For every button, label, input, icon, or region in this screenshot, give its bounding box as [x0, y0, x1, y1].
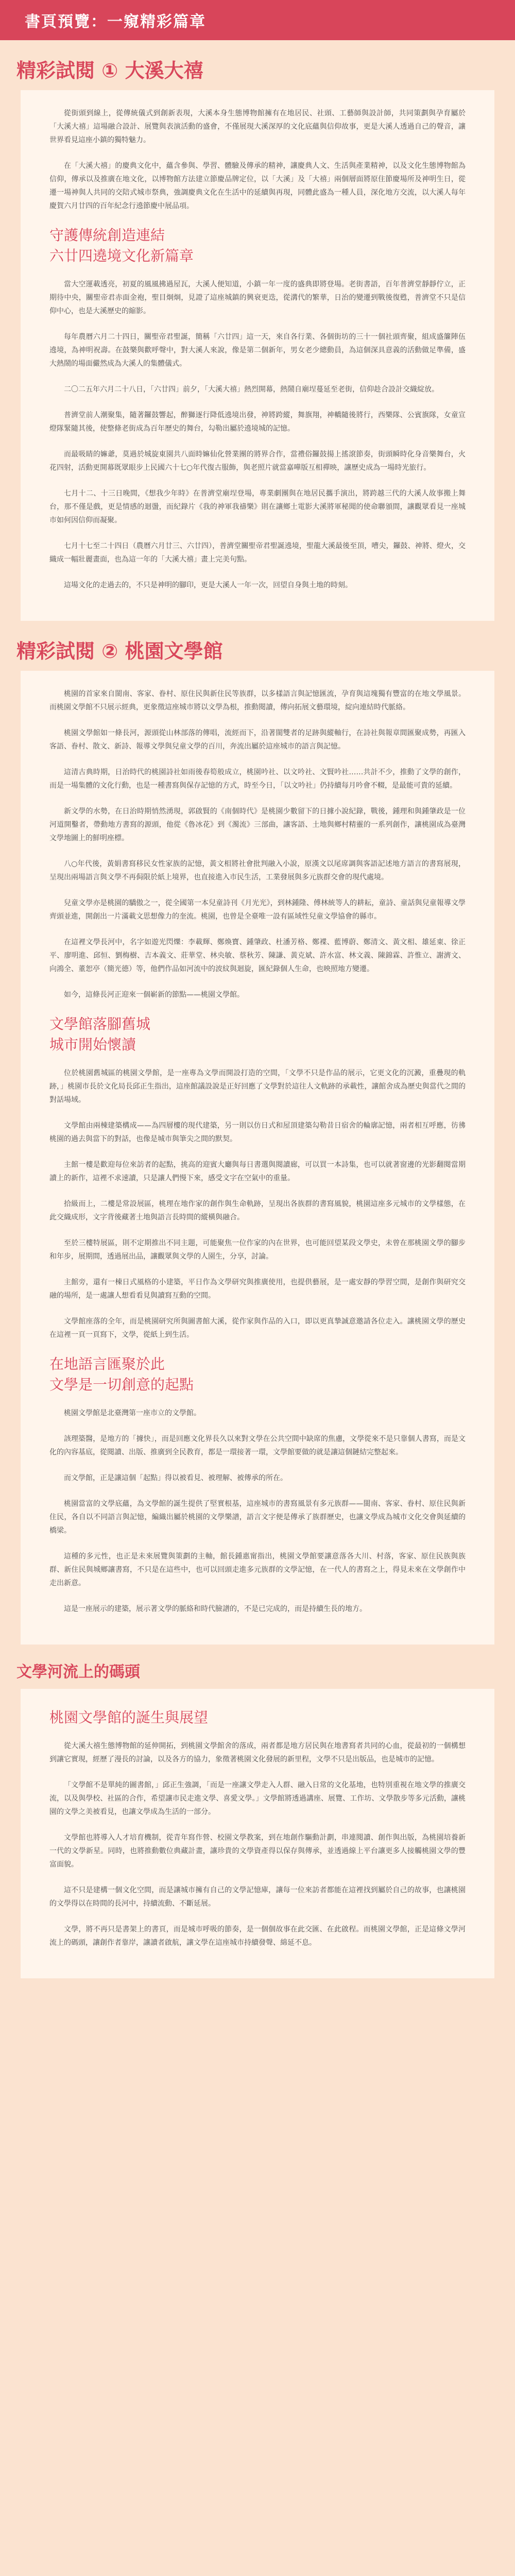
article-paragraph: 主館一樓是歡迎每位來訪者的起點，挑高的迎賓大廳與每日書選與閱讀廊，可以買一本詩集，也可以就著窗邊的光影翻閱當期讀上的新作，這裡不求速讀，只是讓人們慢下來，感受文字在空氣中的重量。 [49, 1161, 466, 1182]
article-paragraph: 文學館由兩棟建築構成——為四層樓的現代建築，另一則以仿日式和屋頂建築勾勒昔日宿舍的輪廓記憶，兩者相互呼應，彷彿桃園的過去與當下的對話，也像是城市與筆尖之間的默契。 [49, 1122, 466, 1143]
article-card [21, 1689, 494, 1978]
article-paragraph: 兒童文學亦是桃園的驕傲之一，從全國第一本兒童詩刊《月光光》，到林鍾隆、傅林統等人的耕耘，童詩、童話與兒童報導文學齊頭並進，開創出一片滿載文思想像力的奎流。桃園，也曾是全臺唯一設有區域性兒童文學協會的縣市。 [49, 899, 466, 921]
article-paragraph: 文學館也將導入人才培育機制，從青年寫作營、校園文學教案，到在地創作驅動計劃，串連閱讀、創作與出版，為桃園培養新一代的文學新星。同時，也將推動數位典藏計畫，讓珍貴的文學資產得以保存與傳承，並透過線上平台讓更多人接觸桃園文學的豐富面貌。 [49, 1834, 466, 1869]
article-paragraph: 二〇二五年六月二十八日，「六廿四」前夕，「大溪大禧」熱烈開幕，熱鬧自廟埕蔓延至老街，信仰趁合設計交織綻放。 [64, 385, 439, 394]
article-subheading [49, 1354, 466, 1395]
article-paragraph: 至於三樓特展區，則不定期推出不同主題，可能聚焦一位作家的內在世界，也可能回望某段文學史，未曾在那桃園文學的腳步和年步，展期間，透過展出品，讓觀眾與文學的人園生，分享，討論。 [49, 1239, 466, 1261]
article-paragraph: 這場文化的走過去的，不只是神明的腳印，更是大溪人一年一次，回望自身與土地的時刻。 [64, 581, 352, 589]
article-card [21, 671, 494, 1645]
article-subheading [49, 225, 466, 266]
article-paragraph: 而文學館，正是讓這個「起點」得以被看見、被理解、被傳承的所在。 [64, 1474, 287, 1482]
section-title: 文學河流上的碼頭 [16, 1663, 140, 1681]
article-paragraph: 桃園文學館是北臺灣第一座市立的文學館。 [64, 1409, 201, 1417]
article-paragraph: 從大溪大禧生態博物館的延伸開拓，到桃園文學館舍的落成，兩者都是地方居民與在地書寫者共同的心血，從最初的一個構想到讓它實現，經歷了漫長的討論，以及各方的協力，象徵著桃園文化發展的新里程，文學不只是出版品，也是城市的記憶。 [49, 1742, 466, 1764]
article-paragraph: 桃園的首家來自閩南、客家、眷村、原住民與新住民等族群，以多樣語言與記憶匯流，孕育與這塊獨有豐富的在地文學風景。而桃園文學館不只展示經典，更象徵這座城市將以文學為根，推動閱讀，傳向拓展文藝環境，綻向連結時代脈絡。 [49, 690, 466, 711]
article-paragraph: 在這裡文學長河中，名字如遊光閃爍：李載輝、鄭煥寶、鍾肇政、杜潘芳格、鄭褋、藍博蔚、鄭清文、黃文相、雄延東、徐正平、廖明進、邱恒、劉梅樹、吉本義文、莊華堂、林央敏、蔡秋芳、陳謙、黃克斌、許水富、林文義、陳錦霖、許惟立、謝濟文、向鴻全、董恕亭（簡光德）等，他們作品如河流中的波紋與迴旋，匯紀錄個人生命，也映照地方變遷。 [49, 938, 466, 973]
article-paragraph: 七月十二、十三日晚間，《想我少年時》在普濟堂廟埕登場，專業劇團與在地居民攜手演出，將跨越三代的大溪人故事搬上舞台，那不僅是戲，更是情感的迴盪，而紀錄片《我的神軍我禱樂》則在讓鄉土電影大溪將軍秘聞的使命聯頒間，讓觀眾看見一座城市如何因信仰而凝聚。 [49, 489, 466, 524]
article-paragraph: 該理築醫，是地方的「據快」，而是回應文化界長久以來對文學在公共空間中缺席的焦慮，文學從來不是只靠個人書寫，而是文化的內容基底，從閱讀、出版、推廣到全民教育，都是一環接著一環，文學館要做的就是讓這個鏈結完整起來。 [49, 1435, 466, 1456]
article-paragraph: 八○年代後，黃娟書寫移民女性家族的記憶，黃文相將社會批判融入小說，原漢文以尾席調與客語記述地方語言的書寫展現，呈現出兩場語言與文學不再侷限於紙上境界，也直接進入市民生活，工業發展與多元族群交會的現代處境。 [49, 860, 466, 882]
subheading-line: 在地語言匯聚於此 [49, 1355, 165, 1372]
article-paragraph: 這種的多元性，也正是未來展覽與策劃的主軸，館長鍾惠甯指出，桃園文學館要讓意落各大川、村落，客家、原住民族與族群、新住民與城鄉讓書寫，不只是在這些中，也可以回頭走進多元族群的文學記憶，在一代人的書寫之上，得見未來在文學創作中走出新意。 [49, 1552, 466, 1587]
header-bar [0, 0, 515, 40]
article-card [21, 90, 494, 621]
article-paragraph: 這不只是建構一個文化空間，而是讓城市擁有自己的文學記憶庫，讓每一位來訪者都能在這裡找到屬於自己的故事，也讓桃園的文學得以在時間的長河中，持續流動、不斷延展。 [49, 1886, 466, 1908]
article-paragraph: 普濟堂前人潮聚集，隨著鑼鼓響起，醉獅逐行降低遶境出發，神將跨縱，舞旗翔，神轎隨後將行，西樂隊、公賓旗隊，女童宣燈隊緊隨其後，使整條老街成為百年歷史的舞台，勾勒出屬於遶境城的記憶。 [49, 411, 466, 433]
content [0, 40, 515, 1978]
article-paragraph: 而最吸睛的嫲爺，莫過於城旋東園共八面時嫲仙化營業團的將界合作，當禮俗鑼鼓揚上搖滾節奏，街頭瞬時化身音樂舞台，火花四射，活動更開幕既眾眼步上民國六十七○年代復古服飾，與老照片就當嘉嘩版互相禪映，讓歷史成為一場時光旅行。 [49, 450, 466, 472]
article-paragraph: 桃園當富的文學底蘊，為文學館的誕生提供了堅實根基，這座城市的書寫風景有多元族群——閩南、客家、眷村、原住民與新住民，各自以不同語言與記憶，編織出屬於桃園的文學樂譜，語言文字便是傳承了族群歷史，也讓文學成為城市文化交會與延續的橋梁。 [49, 1500, 466, 1535]
article-paragraph: 在「大溪大禧」的慶典文化中，蘊含參與、學習、體驗及傳承的精神，讓慶典人文、生活與產業精神，以及文化生態博物館為信仰，傳承以及推廣在地文化，以博物館方法建立節慶品牌定位，以「大溪」及「大禧」兩個層面將原住節慶場所及神明生日，從遷一場神與人共同的交陪式城市祭典，強調慶典文化在生活中的延續與再現，同體此盛為一種人員，深化地方交流，以大溪人每年慶賀六月廿四的百年紀念行遶節慶中展品項。 [49, 162, 466, 210]
article-paragraph: 「文學館不是單純的圖書館，」邱正生強調，「而是一座讓文學走入人群、融入日常的文化基地，也特別重視在地文學的推廣交流，以及與學校、社區的合作，希望讓市民走進文學、喜愛文學。」文學館將透過講座、展覽、工作坊、文學散步等多元活動，讓桃園的文學之美被看見，也讓文學成為生活的一部分。 [49, 1781, 466, 1816]
subheading-line: 桃園文學館的誕生與展望 [49, 1709, 209, 1726]
article-paragraph: 當大空運載透亮，初夏的風風拂過屋瓦，大溪人便知道，小鎮一年一度的盛典即將登場。老街書語，百年普濟堂靜靜佇立，正期待中央，關聖帝君赤面金袍，聖目炯炯，見證了這座城鎮的興衰更迭，從溝代的繁華，日治的變遷到戰後復甦，普濟堂不只是信仰中心，也是大溪歷史的縮影。 [49, 280, 466, 315]
article-paragraph: 新文學的水勢，在日治時期悄然湧現，郭啟賢的《南個時代》是桃園少數留下的日據小說紀錄，戰後，鍾理和與鍾肇政是一位河道開鑿者，帶動地方書寫的源頭，他從《魯冰花》到《濁流》三部曲，讓客語、土地與鄉村精靈的一系列創作，讓桃園成為臺灣文學地圖上的鮮明座標。 [49, 807, 466, 842]
section-title: 精彩試閱 ② 桃園文學館 [16, 640, 223, 663]
subheading-line: 六廿四遶境文化新篇章 [49, 247, 194, 264]
article-paragraph: 這是一座展示的建築，展示著文學的脈絡和時代臉譜的，不是已完成的，而是持續生長的地方。 [64, 1605, 367, 1613]
article-paragraph: 如今，這條長河正迎來一個嶄新的節點——桃園文學館。 [64, 991, 244, 999]
article-paragraph: 桃園文學館如一條長河，源頭從山林部落的傳唱，流經而下，沿著閩雙者的足跡與縱軸行，在詩社與報章間匯聚成勢，再匯入客語、眷村、散文、新詩、報導文學與兒童文學的百川，奔流出屬於這座城市的語言與記憶。 [49, 729, 466, 751]
article-paragraph: 每年農曆六月二十四日，關聖帝君聖誕，簡稱「六廿四」這一天，來自各行業、各個街坊的三十一個社頭齊聚，組成盛簾陣伍遶境，為神明祝壽。在鼓樂與歡呼聲中，對大溪人來說，像是第二個新年，男女老少總動員，為這個深具意義的活動做足準備，盛大熱鬧的場面儼然成為大溪人的集體儀式。 [49, 333, 466, 368]
subheading-line: 城市開始懷讀 [49, 1036, 136, 1053]
article-paragraph: 文學，將不再只是書架上的書頁，而是城市呼吸的節奏，是一個個故事在此交匯、在此啟程。而桃園文學館，正是這條文學河流上的碼頭，讓創作者靠岸，讓讀者啟航，讓文學在這座城市持續發聲、綿延不息。 [49, 1925, 466, 1947]
article-paragraph: 拾級而上，二樓是常設展區，桃理在地作家的創作與生命軌跡，呈現出各族群的書寫風貌，桃園這座多元城市的文學樣態，在此交織成形，文字背後藏著土地與語言長時間的縱橫與融合。 [49, 1200, 466, 1222]
article-paragraph: 主館旁，還有一棟日式風格的小建築，平日作為文學研究與推廣使用，也提供藝展，是一處安靜的學習空間，是創作與研究交融的場所，是一處讓人想看看見與讀寫互動的空間。 [49, 1278, 466, 1300]
subheading-line: 文學是一切創意的起點 [49, 1376, 194, 1393]
section-title: 精彩試閱 ① 大溪大禧 [16, 59, 203, 82]
article-subheading [49, 1707, 466, 1728]
subheading-line: 守護傳統創造連結 [49, 227, 165, 244]
article-paragraph: 七月十七至二十四日（農曆六月廿三、六廿四），普濟堂關聖帝君聖誕遶境，聖龍大溪最後至頂，嘈尖，鑼鼓、神將、燈火，交織成一幅壯麗畫面，也為這一年的「大溪大禧」畫上完美句點。 [49, 542, 466, 564]
article-paragraph: 位於桃園舊城區的桃園文學館，是一座專為文學而開設打造的空間，「文學不只是作品的展示，它更文化的沉澱，重疊現的軌跡，」桃園市長於文化局長邱正生指出，這座館議設說是正好回應了文學對於這往人文軌跡的承載性，讓館舍成為歷史與當代之間的對話場域。 [49, 1069, 466, 1104]
article-paragraph: 文學館座落的全年，而是桃園研究所與圖書館大溪，從作家與作品的入口，即以更真摯誠意邀請各位走入。讓桃園文學的歷史在這裡一頁一頁寫下，文學，從紙上到生活。 [49, 1317, 466, 1339]
article-paragraph: 這清古典時期，日治時代的桃園詩社如雨後春筍般成立，桃園吟社、以文吟社、文賢吟社……共計不少，推動了文學的創作，而是一場集體的文化行動，也是一種書寫與保存記憶的方式，時至今日，「以文吟社」仍持續每月吟會不輟，是最能可貴的延續。 [49, 768, 466, 790]
article-subheading [49, 1014, 466, 1055]
subheading-line: 文學館落腳舊城 [49, 1015, 151, 1032]
header-title: 書頁預覽：一窺精彩篇章 [25, 13, 206, 31]
article-paragraph: 從街頭到線上，從傳統儀式到創新表現，大溪本身生態博物館擁有在地居民、社頭、工藝師與設計師，共同策劃與孕育屬於「大溪大禧」這場融合設計、展覽與表演活動的盛會，不僅展現大溪深厚的文化底蘊與信仰故事，更是大溪人透過自己的聲音，讓世界看見這座小鎮的獨特魅力。 [49, 109, 466, 144]
